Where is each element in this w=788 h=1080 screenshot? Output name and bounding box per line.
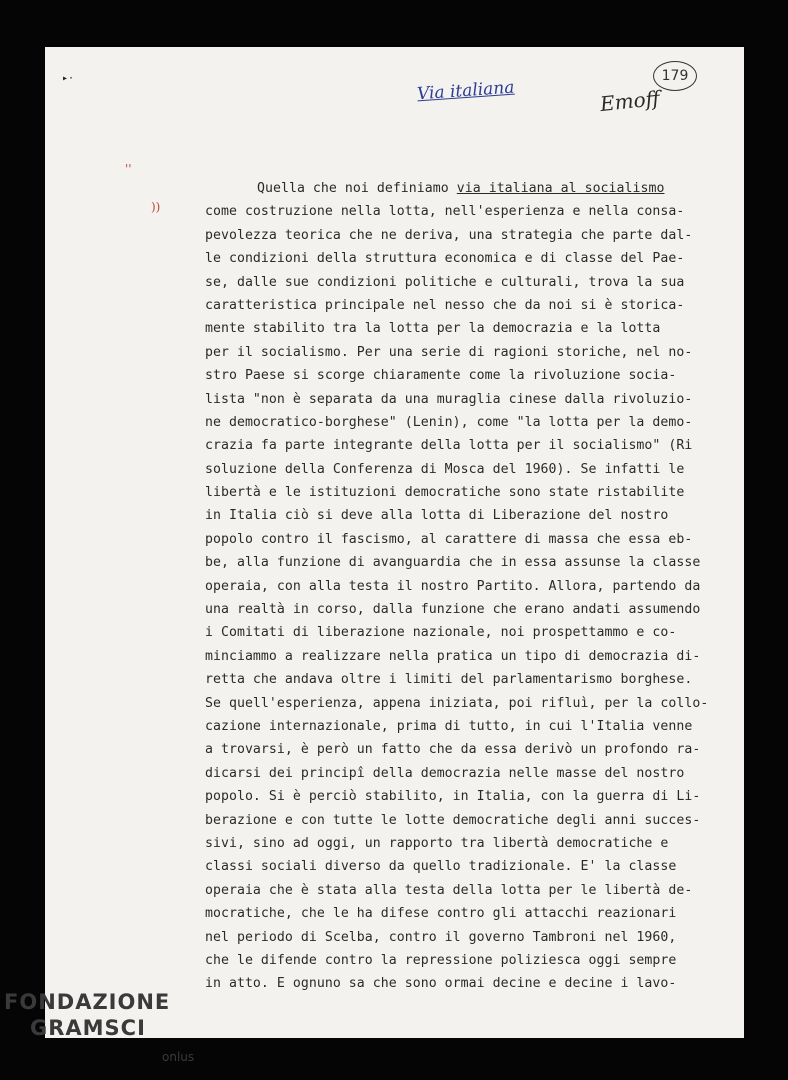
margin-mark: ''	[125, 162, 132, 176]
corner-mark: ▸·	[62, 73, 75, 84]
margin-mark: ))	[151, 200, 161, 214]
watermark-logo-line3: onlus	[162, 1050, 195, 1064]
text-line: per il socialismo. Per una serie di ragioni storiche, nel no-	[205, 344, 693, 360]
text-line: le condizioni della struttura economica e di classe del Pae-	[205, 251, 685, 267]
text-line: soluzione della Conferenza di Mosca del 1960). Se infatti le	[205, 461, 685, 477]
text-line: libertà e le istituzioni democratiche sono state ristabilite	[205, 485, 685, 501]
handwritten-note-black: Emoff	[598, 85, 661, 117]
text-line: nel periodo di Scelba, contro il governo Tambroni nel 1960,	[205, 929, 677, 945]
watermark-logo: FONDAZIONE	[4, 990, 171, 1014]
text-line: classi sociali diverso da quello tradizionale. E' la classe	[205, 859, 677, 875]
document-page	[45, 47, 744, 1038]
text-line: pevolezza teorica che ne deriva, una strategia che parte dal-	[205, 227, 693, 243]
watermark-logo-line2: GRAMSCI	[30, 1016, 146, 1040]
text-line: i Comitati di liberazione nazionale, noi prospettammo e co-	[205, 625, 677, 641]
text-line: be, alla funzione di avanguardia che in essa assunse la classe	[205, 555, 701, 571]
text-line: Se quell'esperienza, appena iniziata, poi rifluì, per la collo-	[205, 695, 709, 711]
text-line: come costruzione nella lotta, nell'esperienza e nella consa-	[205, 204, 685, 220]
text-line: popolo contro il fascismo, al carattere di massa che essa eb-	[205, 531, 693, 547]
text-line: crazia fa parte integrante della lotta per il socialismo" (Ri	[205, 438, 693, 454]
first-line	[205, 177, 725, 200]
text-line: ne democratico-borghese" (Lenin), come "la lotta per la demo-	[205, 414, 693, 430]
first-line-text: Quella che noi definiamo	[257, 181, 457, 196]
text-line: in Italia ciò si deve alla lotta di Liberazione del nostro	[205, 508, 669, 524]
text-line: caratteristica principale nel nesso che da noi si è storica-	[205, 297, 685, 313]
text-line: minciammo a realizzare nella pratica un tipo di democrazia di-	[205, 648, 701, 664]
text-line: operaia che è stata alla testa della lotta per le libertà de-	[205, 882, 693, 898]
text-line: se, dalle sue condizioni politiche e culturali, trova la sua	[205, 274, 685, 290]
text-line: dicarsi dei principî della democrazia nelle masse del nostro	[205, 765, 685, 781]
text-line: lista "non è separata da una muraglia cinese dalla rivoluzio-	[205, 391, 693, 407]
text-line: sivi, sino ad oggi, un rapporto tra libertà democratiche e	[205, 835, 669, 851]
text-lines	[205, 200, 725, 995]
text-line: a trovarsi, è però un fatto che da essa derivò un profondo ra-	[205, 742, 701, 758]
text-line: una realtà in corso, dalla funzione che erano andati assumendo	[205, 602, 701, 618]
text-line: in atto. E ognuno sa che sono ormai decine e decine i lavo-	[205, 976, 677, 992]
text-line: retta che andava oltre i limiti del parlamentarismo borghese.	[205, 672, 693, 688]
text-line: che le difende contro la repressione poliziesca oggi sempre	[205, 952, 677, 968]
underlined-phrase: via italiana al socialismo	[456, 181, 665, 196]
text-line: mocratiche, che le ha difese contro gli attacchi reazionari	[205, 906, 677, 922]
handwritten-note-blue: Via italiana	[416, 77, 516, 105]
typed-text-body	[205, 177, 725, 996]
text-line: mente stabilito tra la lotta per la democrazia e la lotta	[205, 321, 661, 337]
text-line: berazione e con tutte le lotte democratiche degli anni succes-	[205, 812, 701, 828]
page-number: 179	[653, 61, 697, 91]
text-line: popolo. Si è perciò stabilito, in Italia, con la guerra di Li-	[205, 789, 701, 805]
text-line: operaia, con alla testa il nostro Partito. Allora, partendo da	[205, 578, 701, 594]
text-line: stro Paese si scorge chiaramente come la rivoluzione socia-	[205, 368, 677, 384]
text-line: cazione internazionale, prima di tutto, in cui l'Italia venne	[205, 718, 693, 734]
